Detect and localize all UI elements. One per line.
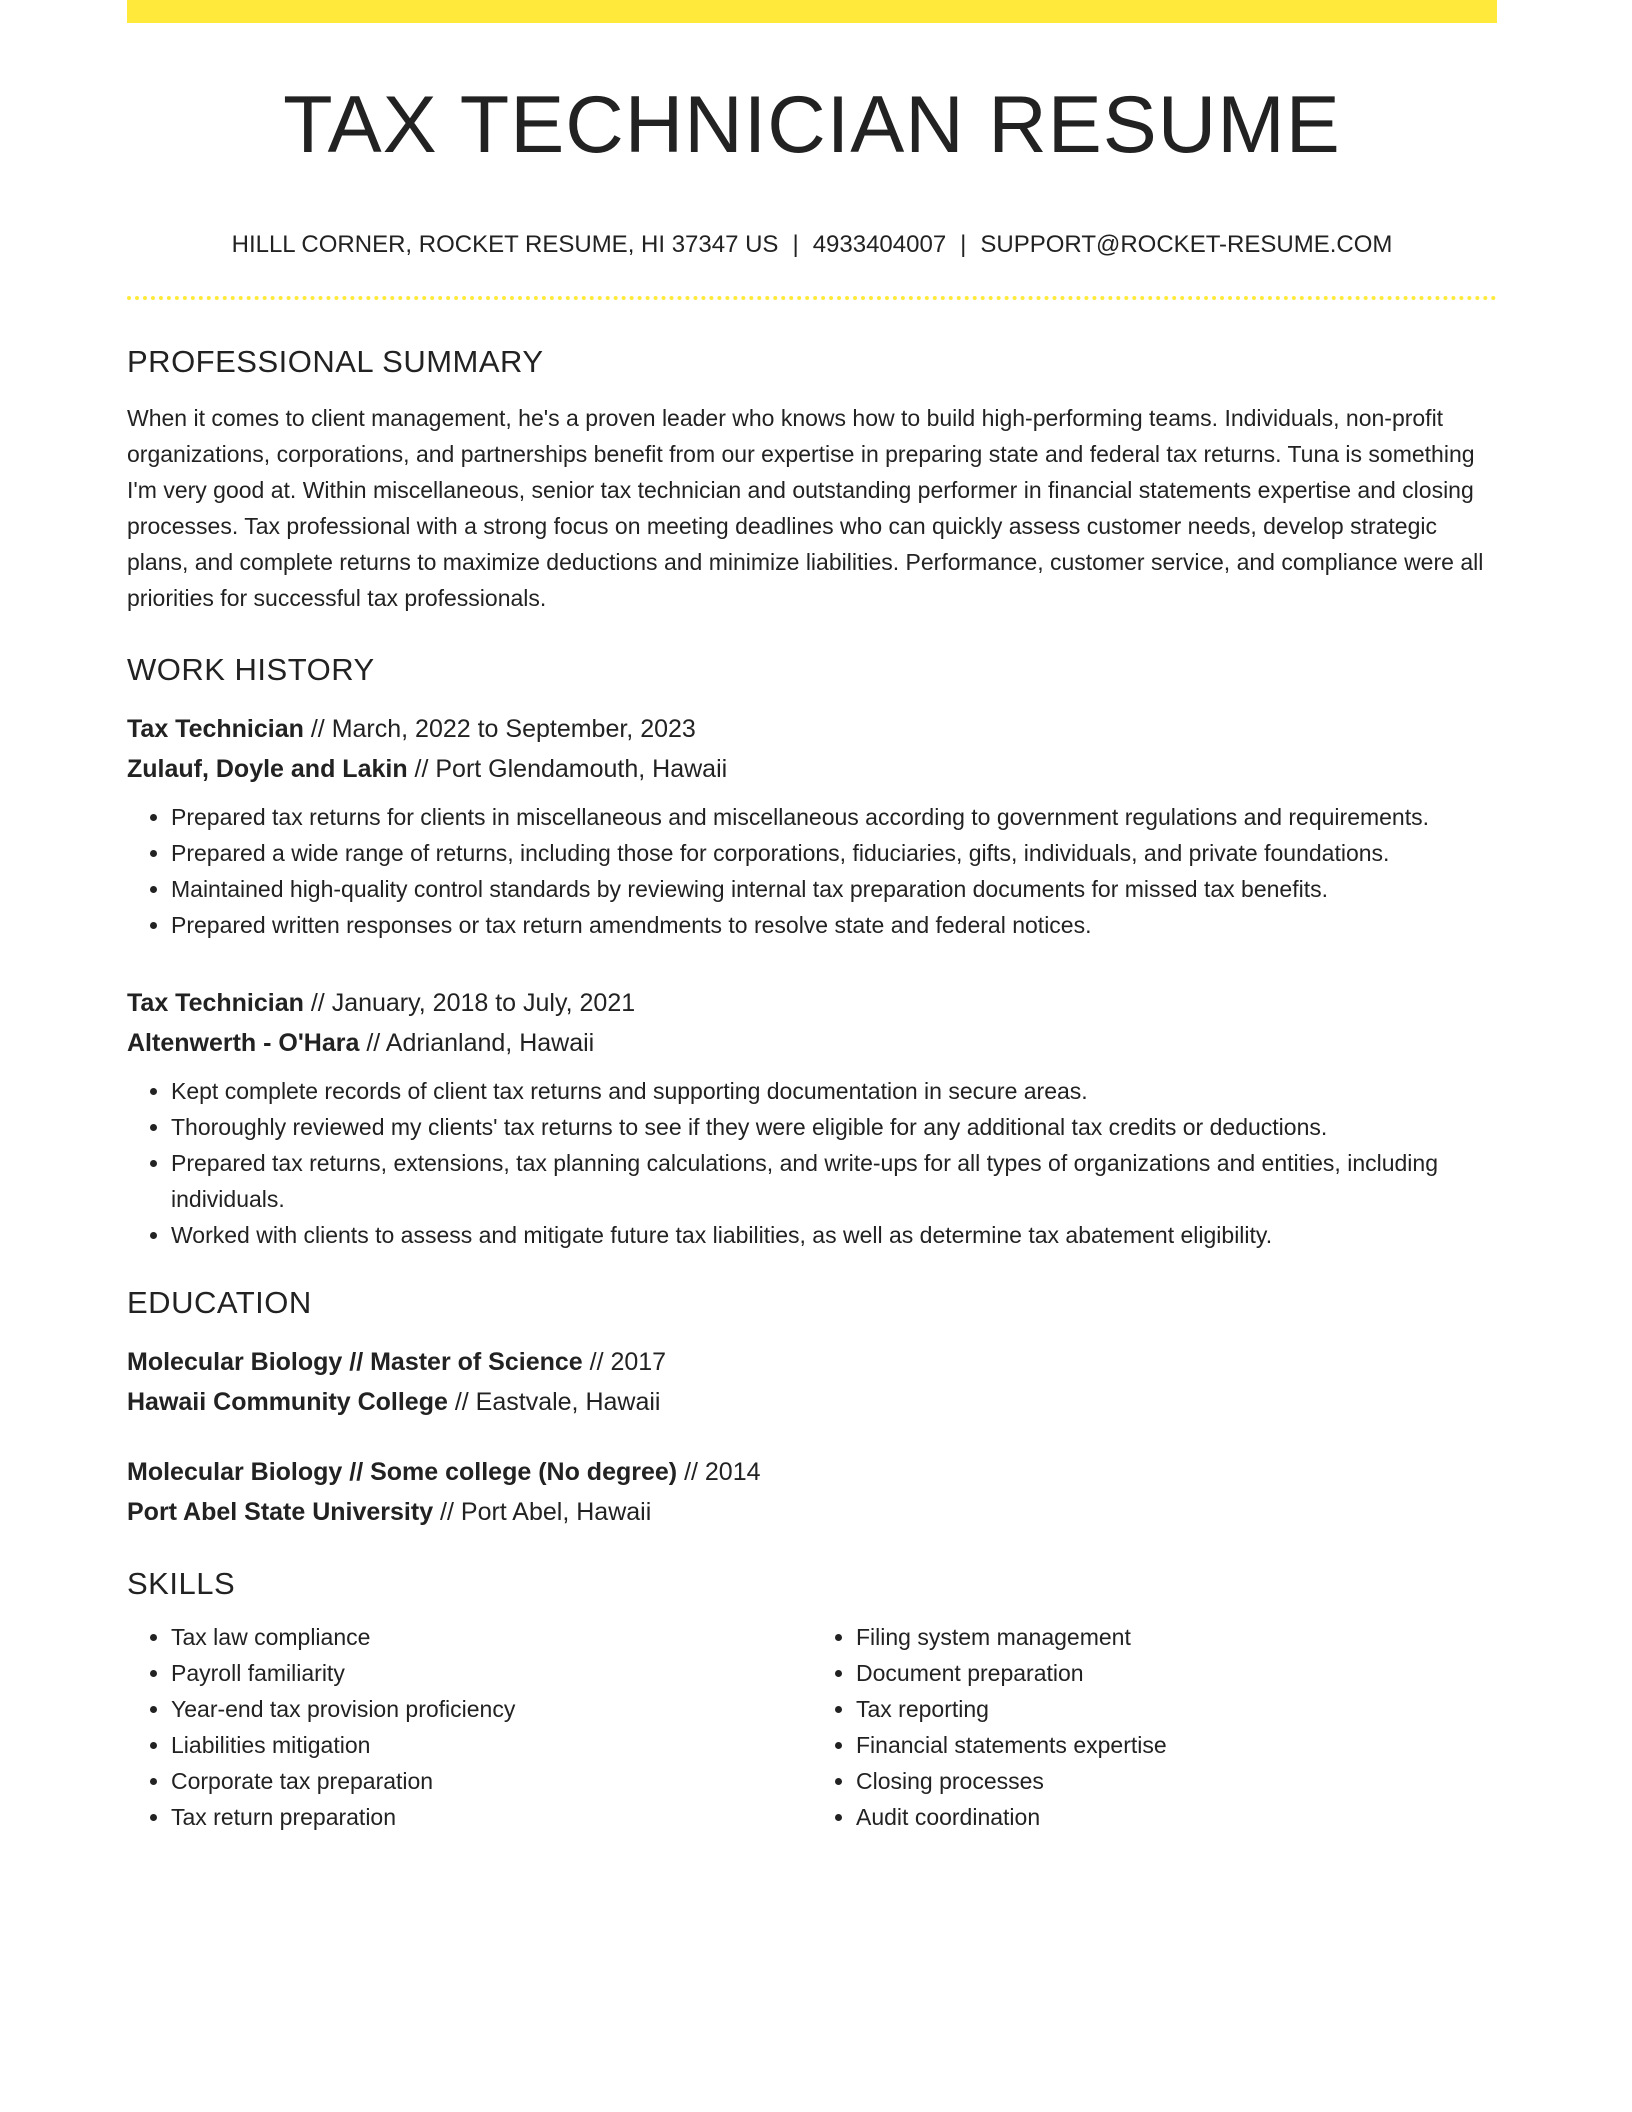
skill-item: • Liabilities mitigation [171, 1727, 812, 1763]
school: Hawaii Community College [127, 1388, 448, 1416]
job-entry [127, 983, 1497, 1253]
degree-line [127, 1342, 1497, 1382]
skill-item: • Financial statements expertise [856, 1727, 1497, 1763]
phone: 4933404007 [812, 231, 947, 258]
dotted-divider [127, 296, 1497, 300]
email: SUPPORT@ROCKET-RESUME.COM [980, 231, 1393, 258]
school-location: // Port Abel, Hawaii [433, 1498, 652, 1526]
job-bullets [127, 799, 1497, 943]
degree: Molecular Biology // Some college (No degree) [127, 1458, 678, 1486]
degree-year: // 2014 [677, 1458, 761, 1486]
list-item: • Prepared tax returns, extensions, tax planning calculations, and write-ups for all types of organizations and entities, including individuals. [171, 1145, 1497, 1217]
education-heading: EDUCATION [127, 1285, 312, 1320]
list-item: • Worked with clients to assess and mitigate future tax liabilities, as well as determine tax abatement eligibility. [171, 1217, 1497, 1253]
skill-item: • Closing processes [856, 1763, 1497, 1799]
job-title-line [127, 983, 1497, 1023]
job-location: // Adrianland, Hawaii [359, 1029, 595, 1057]
resume-title: TAX TECHNICIAN RESUME [283, 80, 1341, 170]
skill-item: • Corporate tax preparation [171, 1763, 812, 1799]
school-location: // Eastvale, Hawaii [447, 1388, 661, 1416]
skill-item: • Tax law compliance [171, 1619, 812, 1655]
skills-columns [127, 1619, 1497, 1835]
contact-line [127, 233, 1497, 257]
job-company: Altenwerth - O'Hara [127, 1029, 360, 1057]
skill-item: • Year-end tax provision proficiency [171, 1691, 812, 1727]
job-bullets [127, 1073, 1497, 1253]
summary-text: When it comes to client management, he's a proven leader who knows how to build high-performing teams. Individuals, non-profit organizations, corporations, and partnerships benefit from our expertise in preparing state and federal tax returns. Tuna is something I'm very good at. Within miscellaneous, senior tax technician and outstanding performer in financial statements expertise and closing processes. Tax professional with a strong focus on meeting deadlines who can quickly assess customer needs, develop strategic plans, and complete returns to maximize deductions and minimize liabilities. Performance, customer service, and compliance were all priorities for successful tax professionals. [127, 405, 1484, 611]
skill-item: • Filing system management [856, 1619, 1497, 1655]
degree-year: // 2017 [582, 1348, 667, 1376]
list-item: • Prepared written responses or tax return amendments to resolve state and federal notices. [171, 907, 1497, 943]
job-company-line [127, 1023, 1497, 1063]
degree: Molecular Biology // Master of Science [127, 1348, 583, 1376]
skills-left-column [127, 1619, 812, 1835]
skill-item: • Document preparation [856, 1655, 1497, 1691]
job-entry [127, 709, 1497, 943]
list-item: • Prepared a wide range of returns, including those for corporations, fiduciaries, gifts, individuals, and private foundations. [171, 835, 1497, 871]
degree-line [127, 1452, 1497, 1492]
job-dates: // January, 2018 to July, 2021 [303, 989, 636, 1017]
skill-item: • Payroll familiarity [171, 1655, 812, 1691]
list-item: • Maintained high-quality control standards by reviewing internal tax preparation documents for missed tax benefits. [171, 871, 1497, 907]
skills-heading: SKILLS [127, 1566, 236, 1601]
job-title: Tax Technician [127, 989, 304, 1017]
job-company: Zulauf, Doyle and Lakin [127, 755, 408, 783]
school-line [127, 1492, 1497, 1532]
skill-item: • Tax return preparation [171, 1799, 812, 1835]
work-history-heading: WORK HISTORY [127, 652, 375, 687]
summary-heading: PROFESSIONAL SUMMARY [127, 344, 544, 379]
job-dates: // March, 2022 to September, 2023 [303, 715, 696, 743]
job-title-line [127, 709, 1497, 749]
school-line [127, 1382, 1497, 1422]
top-accent-bar [127, 0, 1497, 23]
school: Port Abel State University [127, 1498, 434, 1526]
contact-separator: | [792, 231, 799, 258]
resume-page [127, 0, 1497, 1835]
contact-separator: | [960, 231, 967, 258]
list-item: • Kept complete records of client tax returns and supporting documentation in secure areas. [171, 1073, 1497, 1109]
job-company-line [127, 749, 1497, 789]
skill-item: • Audit coordination [856, 1799, 1497, 1835]
list-item: • Prepared tax returns for clients in miscellaneous and miscellaneous according to government regulations and requirements. [171, 799, 1497, 835]
job-location: // Port Glendamouth, Hawaii [407, 755, 728, 783]
list-item: • Thoroughly reviewed my clients' tax returns to see if they were eligible for any additional tax credits or deductions. [171, 1109, 1497, 1145]
education-entry [127, 1452, 1497, 1532]
job-title: Tax Technician [127, 715, 304, 743]
education-entry [127, 1342, 1497, 1422]
skills-right-column [812, 1619, 1497, 1835]
address: HILLL CORNER, ROCKET RESUME, HI 37347 US [231, 231, 779, 258]
skill-item: • Tax reporting [856, 1691, 1497, 1727]
